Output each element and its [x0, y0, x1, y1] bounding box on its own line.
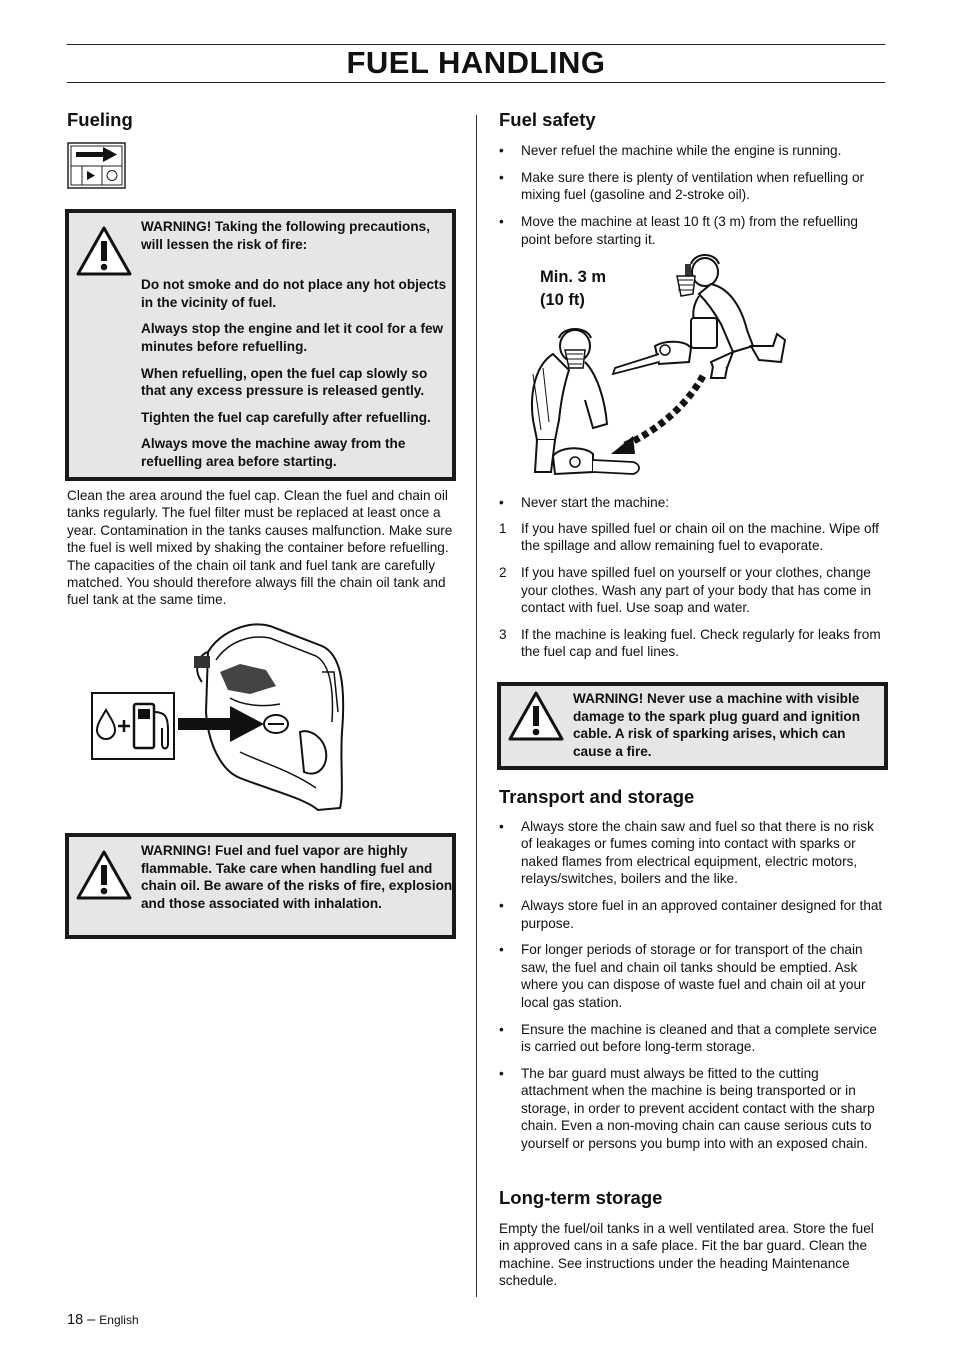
warning3-text: WARNING! Never use a machine with visible damage to the spark plug guard and ignition cable. A risk of sparking arises, which can cause a fire.: [573, 691, 860, 759]
distance-label-imperial: (10 ft): [540, 291, 585, 309]
list-item: • Make sure there is plenty of ventilation when refuelling or mixing fuel (gasoline and 2-stroke oil).: [499, 169, 865, 203]
distance-label-metric: Min. 3 m: [540, 268, 607, 286]
list-item: • Never start the machine:: [499, 495, 670, 510]
warning1-item: Do not smoke and do not place any hot objects in the vicinity of fuel.: [141, 277, 447, 310]
fuel-safety-heading: Fuel safety: [499, 109, 596, 130]
column-divider: [476, 115, 477, 1297]
warning-box-spark-plug: [497, 682, 888, 770]
never-start-conditions-list: [499, 520, 885, 670]
footer-language: English: [99, 1313, 139, 1327]
warning1-item: When refuelling, open the fuel cap slowly so that any excess pressure is released gently.: [141, 365, 428, 399]
chainsaw-fuel-cap-illustration: [90, 612, 360, 817]
list-item: • Always store fuel in an approved container designed for that purpose.: [499, 898, 883, 931]
fueling-heading: Fueling: [67, 109, 133, 130]
warning1-item: Always stop the engine and let it cool for a few minutes before refuelling.: [141, 321, 444, 354]
title-bottom-rule: [67, 82, 885, 83]
list-item: 1 If you have spilled fuel or chain oil on the machine. Wipe off the spillage and allow remaining fuel to evaporate.: [499, 521, 879, 554]
refuel-distance-illustration: [515, 250, 795, 482]
warning1-item: Always move the machine away from the refuelling area before starting.: [141, 436, 406, 469]
page-title: FUEL HANDLING: [346, 45, 606, 80]
arrow-reference-icon: [67, 142, 127, 190]
warning2-text: WARNING! Fuel and fuel vapor are highly flammable. Take care when handling fuel and chain oil. Be aware of the risks of fire, explosion and those associated with inhalation.: [141, 843, 453, 911]
long-term-storage-heading: Long-term storage: [499, 1187, 663, 1208]
transport-storage-heading: Transport and storage: [499, 786, 695, 807]
never-start-list: [499, 494, 885, 521]
list-item: 3 If the machine is leaking fuel. Check regularly for leaks from the fuel cap and fuel lines.: [499, 627, 881, 660]
list-item: 2 If you have spilled fuel on yourself or your clothes, change your clothes. Wash any part of your body that has come in contact with fuel. Use soap and water.: [499, 565, 872, 616]
warning-triangle-icon: [75, 225, 133, 277]
list-item: • The bar guard must always be fitted to the cutting attachment when the machine is being transported or in storage, in order to prevent accident contact with the sharp chain. Even a non-moving chain can cause serious cuts to yourself or persons you bump into with an exposed chain.: [499, 1065, 875, 1151]
warning-triangle-icon: [507, 690, 565, 742]
list-item: • For longer periods of storage or for transport of the chain saw, the fuel and chain oil tanks should be emptied. Ask where you can dispose of waste fuel and chain oil at your local gas station.: [499, 942, 866, 1010]
fuel-safety-list: [499, 142, 885, 258]
list-item: • Always store the chain saw and fuel so that there is no risk of leakages or fumes coming into contact with sparks or naked flames from electrical equipment, electric motors, relays/switches, boilers and the like.: [499, 819, 874, 887]
warning-triangle-icon: [75, 849, 133, 901]
long-term-storage-text: Empty the fuel/oil tanks in a well ventilated area. Store the fuel in approved cans in a safe place. Fit the bar guard. Clean the machine. See instructions under the heading Maintenance schedule.: [499, 1221, 874, 1289]
page-footer: [67, 1312, 139, 1328]
fueling-paragraph: Clean the area around the fuel cap. Clean the fuel and chain oil tanks regularly. The fuel filter must be replaced at least once a year. Contamination in the tanks causes malfunction. Make sure the fuel is well mixed by shaking the container before refuelling. The capacities of the chain oil tank and fuel tank are carefully matched. You should therefore always fill the chain oil tank and fuel tank at the same time.: [67, 488, 453, 608]
warning-box-flammable: [65, 833, 456, 939]
page-number: 18 –: [67, 1312, 96, 1328]
list-item: • Never refuel the machine while the engine is running.: [499, 143, 842, 158]
warning-box-fire-precautions: [65, 209, 456, 481]
warning1-title: WARNING! Taking the following precautions, will lessen the risk of fire:: [141, 219, 430, 252]
list-item: • Move the machine at least 10 ft (3 m) from the refuelling point before starting it.: [499, 214, 858, 247]
transport-storage-list: [499, 818, 885, 1161]
list-item: • Ensure the machine is cleaned and that a complete service is carried out before long-term storage.: [499, 1021, 877, 1054]
warning1-item: Tighten the fuel cap carefully after refuelling.: [141, 409, 431, 425]
